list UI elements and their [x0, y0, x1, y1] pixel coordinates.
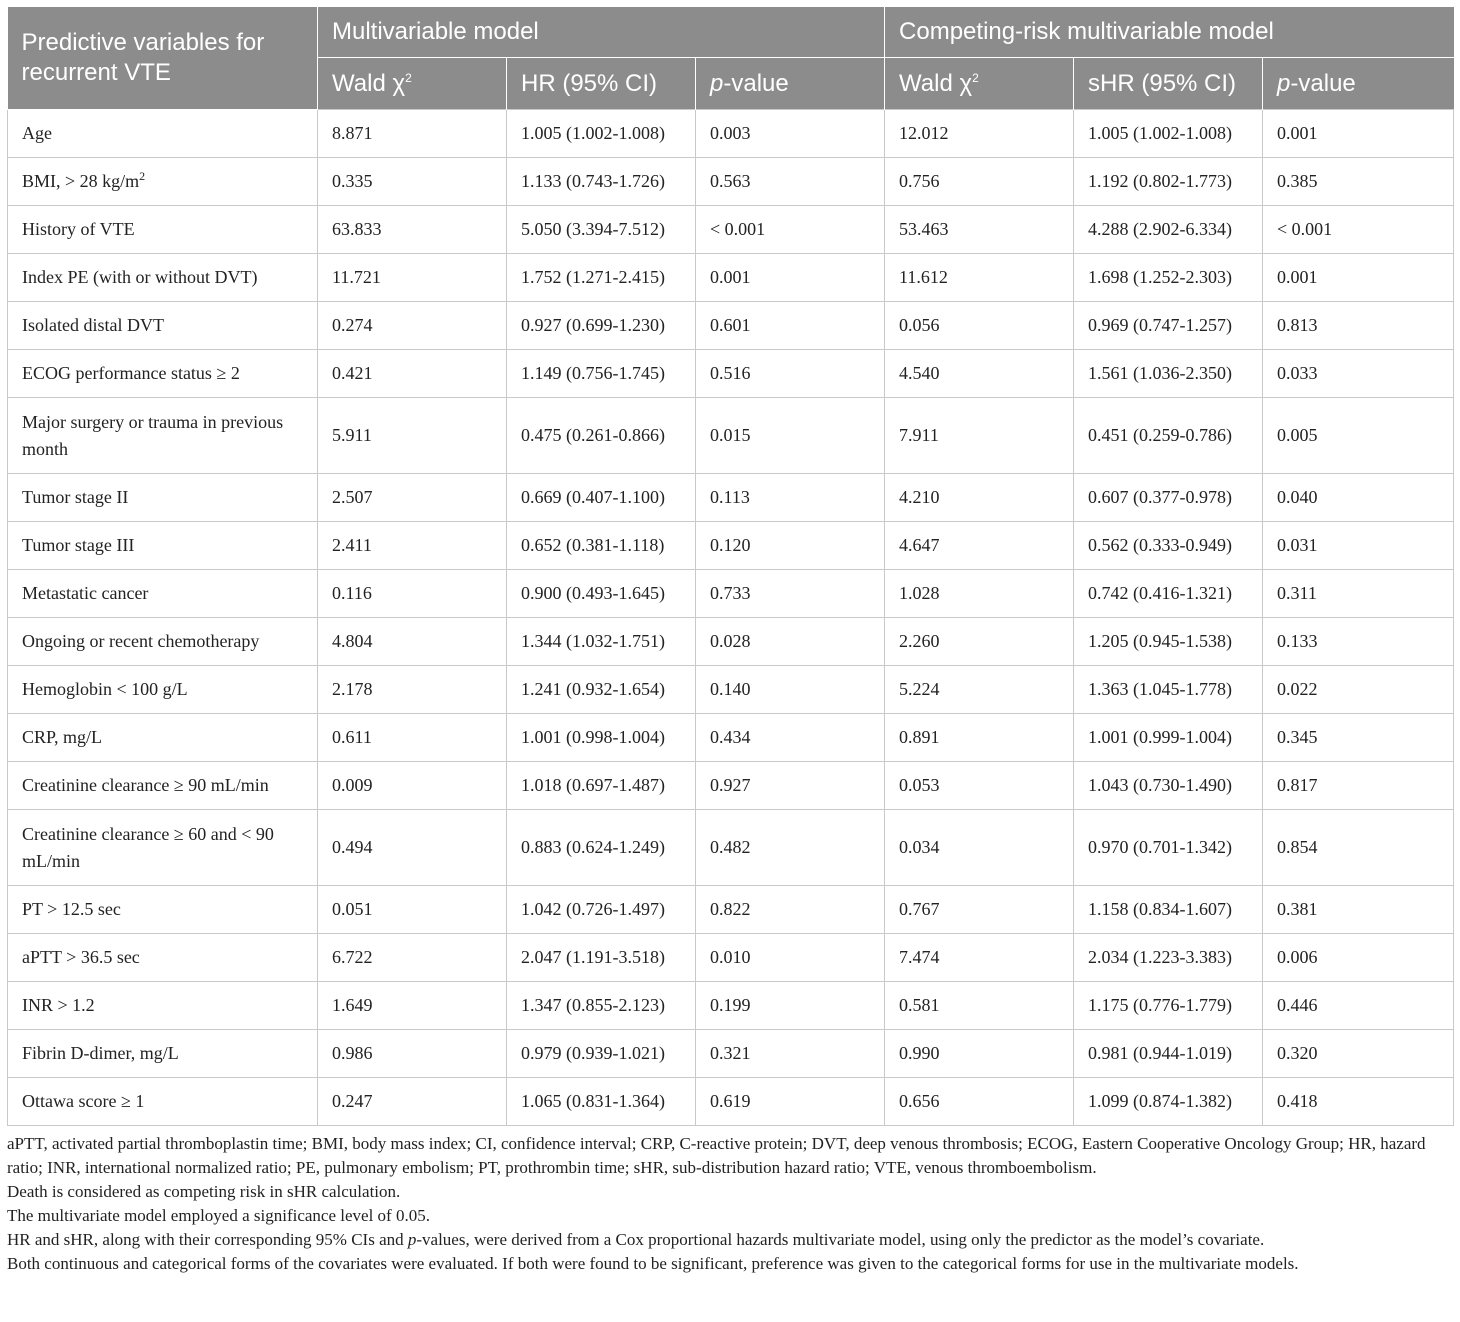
p-value-competing-cell: 0.133 — [1263, 618, 1454, 666]
variable-label-cell: Major surgery or trauma in previous month — [8, 398, 318, 474]
p-value-competing-cell: 0.385 — [1263, 158, 1454, 206]
wald-chi2-competing-cell: 53.463 — [885, 206, 1074, 254]
p-value-multivariable-cell: 0.733 — [696, 570, 885, 618]
shr-cell: 1.192 (0.802-1.773) — [1074, 158, 1263, 206]
shr-cell: 1.175 (0.776-1.779) — [1074, 982, 1263, 1030]
p-value-competing-cell: 0.022 — [1263, 666, 1454, 714]
p-value-multivariable-cell: 0.028 — [696, 618, 885, 666]
shr-cell: 0.742 (0.416-1.321) — [1074, 570, 1263, 618]
shr-cell: 1.205 (0.945-1.538) — [1074, 618, 1263, 666]
wald-chi2-competing-cell: 0.034 — [885, 810, 1074, 886]
p-value-competing-cell: 0.345 — [1263, 714, 1454, 762]
hr-cell: 1.241 (0.932-1.654) — [507, 666, 696, 714]
hr-cell: 2.047 (1.191-3.518) — [507, 934, 696, 982]
table-row — [8, 934, 1454, 982]
shr-cell: 0.969 (0.747-1.257) — [1074, 302, 1263, 350]
table-row — [8, 570, 1454, 618]
wald-chi2-competing-cell: 7.474 — [885, 934, 1074, 982]
variable-label-cell: Metastatic cancer — [8, 570, 318, 618]
header-row-groups — [8, 7, 1454, 58]
hr-cell: 0.927 (0.699-1.230) — [507, 302, 696, 350]
hr-header: HR (95% CI) — [507, 58, 696, 110]
table-row — [8, 206, 1454, 254]
multivariable-model-header: Multivariable model — [318, 7, 885, 58]
table-row — [8, 762, 1454, 810]
competing-risk-model-header: Competing-risk multivariable model — [885, 7, 1454, 58]
table-row — [8, 982, 1454, 1030]
p-value-competing-cell: 0.381 — [1263, 886, 1454, 934]
variable-label-cell: Tumor stage II — [8, 474, 318, 522]
p-value-multivariable-cell: 0.113 — [696, 474, 885, 522]
wald-chi2-competing-cell: 0.767 — [885, 886, 1074, 934]
wald-chi2-multivariable-cell: 0.116 — [318, 570, 507, 618]
wald-chi2-multivariable-cell: 1.649 — [318, 982, 507, 1030]
wald-chi2-multivariable-cell: 0.494 — [318, 810, 507, 886]
results-table — [7, 7, 1454, 1126]
shr-cell: 0.981 (0.944-1.019) — [1074, 1030, 1263, 1078]
table-row — [8, 110, 1454, 158]
wald-chi2-competing-cell: 7.911 — [885, 398, 1074, 474]
variable-label-cell: Hemoglobin < 100 g/L — [8, 666, 318, 714]
wald-chi2-multivariable-cell: 0.986 — [318, 1030, 507, 1078]
shr-cell: 0.562 (0.333-0.949) — [1074, 522, 1263, 570]
shr-cell: 1.158 (0.834-1.607) — [1074, 886, 1263, 934]
hr-cell: 0.883 (0.624-1.249) — [507, 810, 696, 886]
table-row — [8, 1078, 1454, 1126]
hr-cell: 0.475 (0.261-0.866) — [507, 398, 696, 474]
wald-chi2-multivariable-cell: 0.247 — [318, 1078, 507, 1126]
p-value-competing-cell: 0.446 — [1263, 982, 1454, 1030]
p-value-multivariable-cell: 0.010 — [696, 934, 885, 982]
p-value-competing-cell: 0.006 — [1263, 934, 1454, 982]
hr-cell: 0.979 (0.939-1.021) — [507, 1030, 696, 1078]
hr-cell: 0.652 (0.381-1.118) — [507, 522, 696, 570]
p-value-multivariable-cell: 0.120 — [696, 522, 885, 570]
footnote-abbreviations: aPTT, activated partial thromboplastin time; BMI, body mass index; CI, confidence interval; CRP, C-reactive protein; DVT, deep venous thrombosis; ECOG, Eastern Cooperative Oncology Group; HR, hazard ratio; INR, international normalized ratio; PE, pulmonary embolism; PT, prothrombin time; sHR, sub-distribution hazard ratio; VTE, venous thromboembolism. — [7, 1134, 1426, 1177]
p-value-competing-cell: < 0.001 — [1263, 206, 1454, 254]
p-value-multivariable-cell: 0.516 — [696, 350, 885, 398]
p-value-header-2: p-value — [1263, 58, 1454, 110]
variable-label-cell: Isolated distal DVT — [8, 302, 318, 350]
wald-chi2-multivariable-cell: 0.335 — [318, 158, 507, 206]
table-row — [8, 810, 1454, 886]
wald-chi2-multivariable-cell: 0.009 — [318, 762, 507, 810]
hr-cell: 1.005 (1.002-1.008) — [507, 110, 696, 158]
table-row — [8, 1030, 1454, 1078]
hr-cell: 1.752 (1.271-2.415) — [507, 254, 696, 302]
table-body — [8, 110, 1454, 1126]
p-value-multivariable-cell: 0.199 — [696, 982, 885, 1030]
shr-cell: 0.970 (0.701-1.342) — [1074, 810, 1263, 886]
p-value-multivariable-cell: 0.601 — [696, 302, 885, 350]
wald-chi2-competing-cell: 5.224 — [885, 666, 1074, 714]
p-value-multivariable-cell: < 0.001 — [696, 206, 885, 254]
wald-chi2-competing-cell: 0.056 — [885, 302, 1074, 350]
wald-chi2-competing-cell: 0.891 — [885, 714, 1074, 762]
hr-cell: 1.065 (0.831-1.364) — [507, 1078, 696, 1126]
table-row — [8, 474, 1454, 522]
hr-cell: 1.042 (0.726-1.497) — [507, 886, 696, 934]
table-footnotes — [7, 1132, 1453, 1276]
variable-label-cell: PT > 12.5 sec — [8, 886, 318, 934]
shr-cell: 1.698 (1.252-2.303) — [1074, 254, 1263, 302]
shr-cell: 1.001 (0.999-1.004) — [1074, 714, 1263, 762]
p-value-competing-cell: 0.418 — [1263, 1078, 1454, 1126]
footnote-significance: The multivariate model employed a significance level of 0.05. — [7, 1206, 430, 1225]
p-value-header-1: p-value — [696, 58, 885, 110]
p-value-competing-cell: 0.854 — [1263, 810, 1454, 886]
p-value-competing-cell: 0.001 — [1263, 110, 1454, 158]
shr-cell: 1.561 (1.036-2.350) — [1074, 350, 1263, 398]
variable-label-cell: Fibrin D-dimer, mg/L — [8, 1030, 318, 1078]
wald-chi2-competing-cell: 0.756 — [885, 158, 1074, 206]
table-row — [8, 254, 1454, 302]
wald-chi2-multivariable-cell: 4.804 — [318, 618, 507, 666]
wald-chi2-multivariable-cell: 63.833 — [318, 206, 507, 254]
p-value-multivariable-cell: 0.003 — [696, 110, 885, 158]
wald-chi2-multivariable-cell: 5.911 — [318, 398, 507, 474]
p-value-competing-cell: 0.005 — [1263, 398, 1454, 474]
table-header — [8, 7, 1454, 110]
variable-label-cell: Tumor stage III — [8, 522, 318, 570]
document — [7, 7, 1453, 1276]
variable-label-cell: Creatinine clearance ≥ 90 mL/min — [8, 762, 318, 810]
footnote-competing-risk: Death is considered as competing risk in sHR calculation. — [7, 1182, 401, 1201]
wald-header-1: Wald $\chi^2$ — [318, 58, 507, 110]
p-value-multivariable-cell: 0.434 — [696, 714, 885, 762]
hr-cell: 1.018 (0.697-1.487) — [507, 762, 696, 810]
wald-chi2-competing-cell: 0.053 — [885, 762, 1074, 810]
table-row — [8, 522, 1454, 570]
variable-label-cell: aPTT > 36.5 sec — [8, 934, 318, 982]
variable-label-cell: Ottawa score ≥ 1 — [8, 1078, 318, 1126]
p-value-multivariable-cell: 0.482 — [696, 810, 885, 886]
wald-chi2-competing-cell: 12.012 — [885, 110, 1074, 158]
shr-cell: 0.451 (0.259-0.786) — [1074, 398, 1263, 474]
p-value-competing-cell: 0.001 — [1263, 254, 1454, 302]
p-value-competing-cell: 0.817 — [1263, 762, 1454, 810]
table-row — [8, 714, 1454, 762]
wald-chi2-competing-cell: 0.581 — [885, 982, 1074, 1030]
p-value-multivariable-cell: 0.140 — [696, 666, 885, 714]
p-value-multivariable-cell: 0.927 — [696, 762, 885, 810]
variable-label-cell: Ongoing or recent chemotherapy — [8, 618, 318, 666]
wald-chi2-competing-cell: 0.656 — [885, 1078, 1074, 1126]
table-row — [8, 398, 1454, 474]
wald-chi2-competing-cell: 11.612 — [885, 254, 1074, 302]
shr-cell: 1.005 (1.002-1.008) — [1074, 110, 1263, 158]
wald-chi2-competing-cell: 0.990 — [885, 1030, 1074, 1078]
variables-header: Predictive variables for recurrent VTE — [8, 7, 318, 110]
wald-chi2-competing-cell: 2.260 — [885, 618, 1074, 666]
wald-chi2-competing-cell: 4.647 — [885, 522, 1074, 570]
p-value-multivariable-cell: 0.015 — [696, 398, 885, 474]
wald-chi2-multivariable-cell: 6.722 — [318, 934, 507, 982]
variable-label-cell: CRP, mg/L — [8, 714, 318, 762]
wald-chi2-multivariable-cell: 0.421 — [318, 350, 507, 398]
p-value-competing-cell: 0.320 — [1263, 1030, 1454, 1078]
shr-cell: 1.043 (0.730-1.490) — [1074, 762, 1263, 810]
p-value-multivariable-cell: 0.563 — [696, 158, 885, 206]
table-row — [8, 302, 1454, 350]
variable-label-cell: ECOG performance status ≥ 2 — [8, 350, 318, 398]
wald-chi2-competing-cell: 1.028 — [885, 570, 1074, 618]
wald-chi2-multivariable-cell: 11.721 — [318, 254, 507, 302]
shr-cell: 4.288 (2.902-6.334) — [1074, 206, 1263, 254]
p-value-multivariable-cell: 0.822 — [696, 886, 885, 934]
footnote-covariate-forms: Both continuous and categorical forms of the covariates were evaluated. If both were found to be significant, preference was given to the categorical forms for use in the multivariate models. — [7, 1254, 1299, 1273]
shr-cell: 1.363 (1.045-1.778) — [1074, 666, 1263, 714]
variable-label-cell: Creatinine clearance ≥ 60 and < 90 mL/min — [8, 810, 318, 886]
wald-chi2-multivariable-cell: 2.178 — [318, 666, 507, 714]
wald-chi2-multivariable-cell: 8.871 — [318, 110, 507, 158]
table-row — [8, 886, 1454, 934]
p-value-competing-cell: 0.040 — [1263, 474, 1454, 522]
variable-label-cell: BMI, > 28 $kg/m^2$ — [8, 158, 318, 206]
hr-cell: 1.001 (0.998-1.004) — [507, 714, 696, 762]
table-row — [8, 158, 1454, 206]
variable-label-cell: History of VTE — [8, 206, 318, 254]
table-row — [8, 350, 1454, 398]
wald-chi2-multivariable-cell: 0.051 — [318, 886, 507, 934]
p-value-multivariable-cell: 0.619 — [696, 1078, 885, 1126]
wald-header-2: Wald $\chi^2$ — [885, 58, 1074, 110]
variable-label-cell: Index PE (with or without DVT) — [8, 254, 318, 302]
wald-chi2-competing-cell: 4.540 — [885, 350, 1074, 398]
wald-chi2-multivariable-cell: 2.507 — [318, 474, 507, 522]
wald-chi2-competing-cell: 4.210 — [885, 474, 1074, 522]
table-row — [8, 666, 1454, 714]
wald-chi2-multivariable-cell: 0.611 — [318, 714, 507, 762]
p-value-multivariable-cell: 0.321 — [696, 1030, 885, 1078]
p-value-competing-cell: 0.311 — [1263, 570, 1454, 618]
shr-cell: 1.099 (0.874-1.382) — [1074, 1078, 1263, 1126]
wald-chi2-multivariable-cell: 0.274 — [318, 302, 507, 350]
p-value-competing-cell: 0.033 — [1263, 350, 1454, 398]
p-value-multivariable-cell: 0.001 — [696, 254, 885, 302]
shr-cell: 0.607 (0.377-0.978) — [1074, 474, 1263, 522]
shr-header: sHR (95% CI) — [1074, 58, 1263, 110]
hr-cell: 5.050 (3.394-7.512) — [507, 206, 696, 254]
variable-label-cell: Age — [8, 110, 318, 158]
p-value-competing-cell: 0.031 — [1263, 522, 1454, 570]
p-value-competing-cell: 0.813 — [1263, 302, 1454, 350]
footnote-derivation: HR and sHR, along with their corresponding 95% CIs and p-values, were derived from a Cox proportional hazards multivariate model, using only the predictor as the model’s covariate. — [7, 1230, 1265, 1249]
hr-cell: 1.347 (0.855-2.123) — [507, 982, 696, 1030]
hr-cell: 1.149 (0.756-1.745) — [507, 350, 696, 398]
hr-cell: 0.669 (0.407-1.100) — [507, 474, 696, 522]
hr-cell: 0.900 (0.493-1.645) — [507, 570, 696, 618]
table-row — [8, 618, 1454, 666]
shr-cell: 2.034 (1.223-3.383) — [1074, 934, 1263, 982]
hr-cell: 1.133 (0.743-1.726) — [507, 158, 696, 206]
variable-label-cell: INR > 1.2 — [8, 982, 318, 1030]
hr-cell: 1.344 (1.032-1.751) — [507, 618, 696, 666]
wald-chi2-multivariable-cell: 2.411 — [318, 522, 507, 570]
